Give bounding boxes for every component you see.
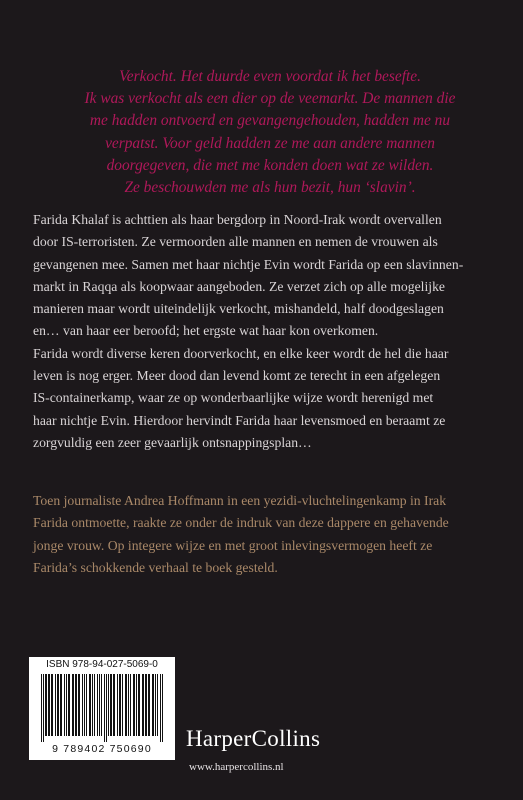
isbn-label: ISBN 978-94-027-5069-0 [46,659,158,670]
blurb-line: Farida Khalaf is achttien als haar bergdorp in Noord-Irak wordt overvallen [33,212,442,227]
barcode-guard-bar [162,674,163,742]
barcode-bar [145,674,147,736]
barcode-bar [64,674,65,736]
blurb-line: IS-containerkamp, waar ze op wonderbaarlijke wijze wordt herenigd met [33,390,434,406]
barcode-bar [57,674,59,736]
barcode-bar [75,674,77,736]
barcode-bars [37,674,167,742]
isbn-barcode [29,657,175,760]
barcode-bar [101,674,102,736]
barcode-bar [113,674,115,736]
barcode-bar [82,674,83,736]
blurb-line: zorgvuldig een zeer gevaarlijk ontsnappingsplan… [33,434,312,450]
barcode-bar [86,674,87,736]
blurb-line: gevangenen mee. Samen met haar nichtje Evin wordt Farida op een slavinnen- [33,256,464,272]
barcode-bar [108,674,109,736]
quote-line: doorgegeven, die met me konden doen wat ze wilden. [106,156,434,174]
blurb-line: haar nichtje Evin. Hierdoor hervindt Farida haar levensmoed en beraamt ze [33,412,446,428]
barcode-bar [94,674,95,736]
blurb-line: door IS-terroristen. Ze vermoorden alle mannen en nemen de vrouwen als [33,234,438,250]
quote-line: Ik was verkocht als een dier op de veemarkt. De mannen die [84,90,456,108]
blurb-line: manieren maar wordt uiteindelijk verkocht, mishandeld, half doodgeslagen [33,301,444,317]
barcode-guard-bar [106,674,107,742]
barcode-bar [92,674,93,736]
barcode-bar [84,674,85,736]
barcode-bar [125,674,127,736]
barcode-bar [117,674,118,736]
barcode-guard-bar [104,674,105,742]
blurb-text [33,209,503,454]
author-note-line: Farida ontmoette, raakte ze onder de indruk van deze dappere en gehavende [33,515,449,531]
barcode-bar [99,674,100,736]
blurb-line: markt in Raqqa als koopwaar aangeboden. Ze verzet zich op alle mogelijke [33,278,445,294]
barcode-bar [122,674,123,736]
barcode-bar [89,674,91,736]
barcode-bar [110,674,112,736]
blurb-line: en… van haar eer beroofd; het ergste wat haar kon overkomen. [33,323,379,339]
pull-quote [50,66,490,199]
barcode-bar [155,674,156,736]
barcode-bar [60,674,62,736]
barcode-bar [136,674,137,736]
barcode-bar [138,674,140,736]
barcode-bar [133,674,135,736]
barcode-bar [128,674,129,736]
barcode-bar [68,674,70,736]
barcode-bar [51,674,53,736]
barcode-digits: 9 789402 750690 [52,743,152,755]
barcode-bar [97,674,98,736]
barcode-bar [66,674,67,736]
barcode-guard-bar [160,674,161,742]
barcode-guard-bar [41,674,42,742]
barcode-guard-bar [43,674,44,742]
publisher-website: www.harpercollins.nl [189,761,284,773]
quote-line: me hadden ontvoerd en gevangengehouden, hadden me nu [89,112,451,130]
quote-line: Verkocht. Het duurde even voordat ik het besefte. [119,68,421,85]
author-note-line: jonge vrouw. Op integere wijze en met groot inlevingsvermogen heeft ze [33,537,433,553]
quote-line: verpatst. Voor geld hadden ze me aan andere mannen [105,134,435,152]
blurb-line: Farida wordt diverse keren doorverkocht, en elke keer wordt de hel die haar [33,345,449,361]
barcode-bar [48,674,50,736]
publisher-logo: HarperCollins [186,726,321,751]
author-note [33,490,503,579]
barcode-bar [119,674,121,736]
barcode-bar [130,674,131,736]
author-note-line: Farida’s schokkende verhaal te boek gesteld. [33,559,278,575]
barcode-bar [142,674,144,736]
barcode-bar [157,674,158,736]
blurb-line: leven is nog erger. Meer dood dan levend komt ze terecht in een afgelegen [33,368,441,384]
barcode-bar [78,674,80,736]
barcode-bar [148,674,150,736]
barcode-bar [45,674,47,736]
barcode-bar [152,674,154,736]
author-note-line: Toen journaliste Andrea Hoffmann in een yezidi-vluchtelingenkamp in Irak [33,493,447,508]
quote-line: Ze beschouwden me als hun bezit, hun ‘slavin’. [124,179,416,197]
barcode-bar [72,674,74,736]
barcode-bar [55,674,56,736]
